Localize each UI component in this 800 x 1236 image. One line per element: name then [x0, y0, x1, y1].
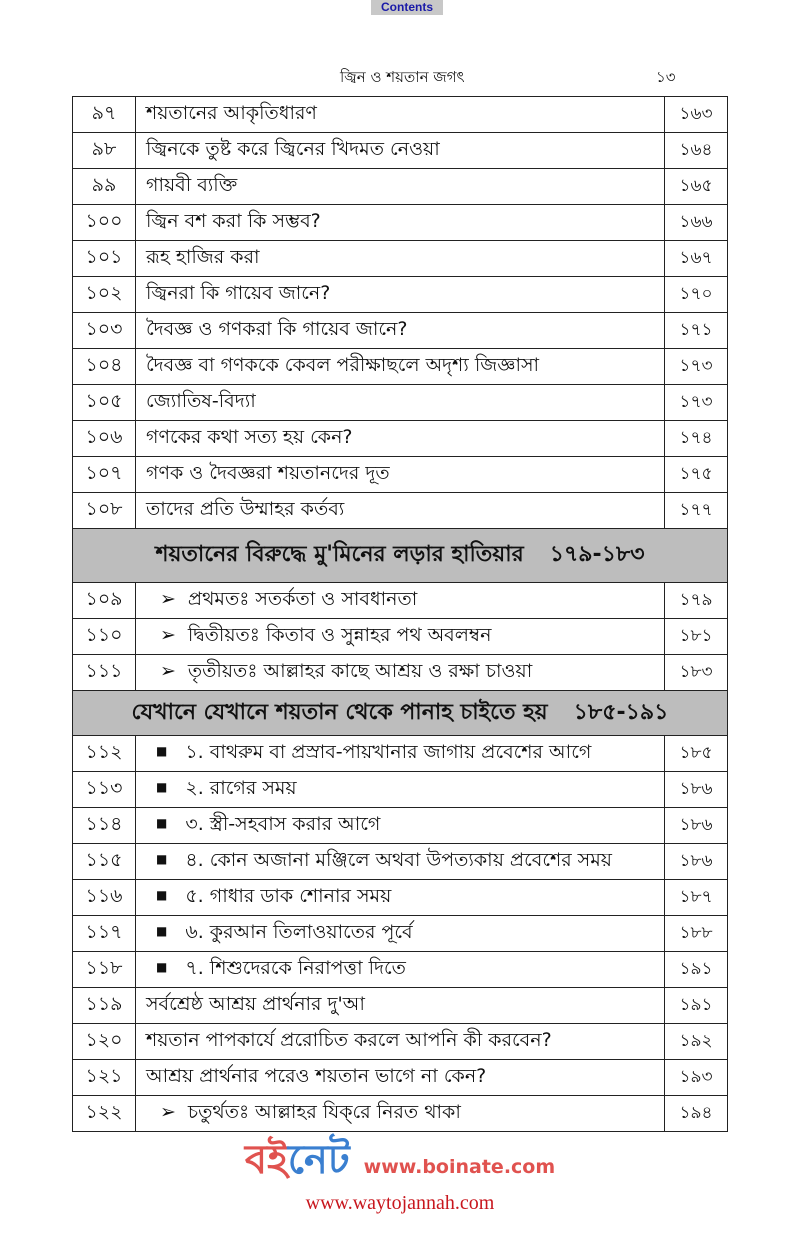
- entry-number: ৯৯: [73, 169, 136, 205]
- entry-page: ১৮৭: [665, 880, 728, 916]
- entry-page: ১৮১: [665, 619, 728, 655]
- watermark-logo-text: [245, 1136, 350, 1184]
- watermark-logo-part: বই: [244, 1137, 288, 1183]
- entry-title: শয়তানের আকৃতিধারণ: [146, 101, 317, 124]
- entry-number: ১১৭: [73, 916, 136, 952]
- entry-number: ১০৭: [73, 457, 136, 493]
- toc-row: [73, 133, 728, 169]
- entry-title-cell: [136, 655, 665, 691]
- entry-title-cell: [136, 493, 665, 529]
- entry-number: ১১৪: [73, 808, 136, 844]
- square-bullet-icon: ■: [156, 923, 168, 938]
- toc-row: [73, 493, 728, 529]
- entry-number: ১১৬: [73, 880, 136, 916]
- entry-title-cell: [136, 619, 665, 655]
- entry-page: ১৯১: [665, 988, 728, 1024]
- entry-title-cell: [136, 844, 665, 880]
- entry-title-cell: [136, 808, 665, 844]
- entry-number: ৯৮: [73, 133, 136, 169]
- toc-row: [73, 1060, 728, 1096]
- entry-page: ১৯১: [665, 952, 728, 988]
- entry-number: ১০৮: [73, 493, 136, 529]
- entry-title: জ্যোতিষ-বিদ্যা: [146, 389, 256, 412]
- entry-title: ২. রাগের সময়: [185, 776, 297, 799]
- entry-title: ৬. কুরআন তিলাওয়াতের পূর্বে: [185, 920, 413, 943]
- entry-title: গণকের কথা সত্য হয় কেন?: [146, 425, 353, 448]
- entry-title-cell: [136, 205, 665, 241]
- section-page-range: ১৮৫-১৯১: [573, 699, 669, 725]
- section-header-row: [73, 691, 728, 736]
- entry-number: ১০৬: [73, 421, 136, 457]
- entry-number: ১০৪: [73, 349, 136, 385]
- watermark-logo: [72, 1136, 728, 1186]
- entry-title: দৈবজ্ঞ ও গণকরা কি গায়েব জানে?: [146, 317, 408, 340]
- entry-title-cell: [136, 169, 665, 205]
- entry-number: ১১২: [73, 736, 136, 772]
- toc-row: [73, 655, 728, 691]
- toc-row: [73, 619, 728, 655]
- section-header: [73, 529, 728, 583]
- entry-title-cell: [136, 1060, 665, 1096]
- entry-page: ১৭৭: [665, 493, 728, 529]
- entry-number: ১১০: [73, 619, 136, 655]
- entry-title: সর্বশ্রেষ্ঠ আশ্রয় প্রার্থনার দু'আ: [146, 992, 365, 1015]
- entry-page: ১৭৯: [665, 583, 728, 619]
- entry-page: ১৭৪: [665, 421, 728, 457]
- entry-title: গায়বী ব্যক্তি: [146, 173, 238, 196]
- table-of-contents: [72, 96, 728, 1132]
- entry-number: ১১৯: [73, 988, 136, 1024]
- entry-page: ১৯২: [665, 1024, 728, 1060]
- entry-page: ১৬৭: [665, 241, 728, 277]
- square-bullet-icon: ■: [156, 887, 168, 902]
- entry-title-cell: [136, 97, 665, 133]
- entry-page: ১৮৬: [665, 844, 728, 880]
- toc-row: [73, 916, 728, 952]
- arrow-bullet-icon: ➢: [160, 587, 176, 610]
- entry-title: তাদের প্রতি উম্মাহর কর্তব্য: [146, 497, 345, 520]
- entry-page: ১৬৬: [665, 205, 728, 241]
- entry-title-cell: [136, 133, 665, 169]
- toc-row: [73, 385, 728, 421]
- entry-page: ১৭৩: [665, 349, 728, 385]
- entry-number: ১১৩: [73, 772, 136, 808]
- square-bullet-icon: ■: [156, 779, 168, 794]
- square-bullet-icon: ■: [156, 815, 168, 830]
- entry-title-cell: [136, 313, 665, 349]
- entry-title-cell: [136, 241, 665, 277]
- toc-row: [73, 313, 728, 349]
- toc-row: [73, 205, 728, 241]
- toc-row: [73, 988, 728, 1024]
- entry-title-cell: [136, 916, 665, 952]
- entry-title-cell: [136, 457, 665, 493]
- entry-title: আশ্রয় প্রার্থনার পরেও শয়তান ভাগে না কেন?: [146, 1064, 487, 1087]
- entry-title-cell: [136, 952, 665, 988]
- entry-title: গণক ও দৈবজ্ঞরা শয়তানদের দূত: [146, 461, 390, 484]
- footer-website: www.waytojannah.com: [305, 1192, 495, 1214]
- entry-title-cell: [136, 988, 665, 1024]
- entry-page: ১৬৩: [665, 97, 728, 133]
- entry-title-cell: [136, 385, 665, 421]
- toc-row: [73, 583, 728, 619]
- entry-number: ১০১: [73, 241, 136, 277]
- book-title: জ্বিন ও শয়তান জগৎ: [340, 68, 465, 86]
- entry-number: ১০৫: [73, 385, 136, 421]
- toc-row: [73, 952, 728, 988]
- toc-row: [73, 1096, 728, 1132]
- section-header: [73, 691, 728, 736]
- entry-page: ১৭১: [665, 313, 728, 349]
- entry-title-cell: [136, 277, 665, 313]
- toc-row: [73, 844, 728, 880]
- toc-row: [73, 1024, 728, 1060]
- section-header-row: [73, 529, 728, 583]
- entry-page: ১৬৪: [665, 133, 728, 169]
- toc-row: [73, 772, 728, 808]
- entry-page: ১৭৫: [665, 457, 728, 493]
- entry-title-cell: [136, 1096, 665, 1132]
- entry-title-cell: [136, 736, 665, 772]
- entry-number: ১০৩: [73, 313, 136, 349]
- toc-row: [73, 277, 728, 313]
- entry-page: ১৯৩: [665, 1060, 728, 1096]
- square-bullet-icon: ■: [156, 743, 168, 758]
- toc-row: [73, 880, 728, 916]
- running-header: [0, 66, 800, 88]
- entry-title-cell: [136, 349, 665, 385]
- square-bullet-icon: ■: [156, 959, 168, 974]
- watermark-logo-part: নেট: [287, 1137, 350, 1183]
- entry-page: ১৮৫: [665, 736, 728, 772]
- entry-title-cell: [136, 880, 665, 916]
- entry-title: ৭. শিশুদেরকে নিরাপত্তা দিতে: [185, 956, 406, 979]
- entry-title: ৪. কোন অজানা মঞ্জিলে অথবা উপত্যকায় প্রবেশের সময়: [185, 848, 612, 871]
- entry-title-cell: [136, 772, 665, 808]
- entry-page: ১৮৮: [665, 916, 728, 952]
- entry-title: জ্বিনকে তুষ্ট করে জ্বিনের খিদমত নেওয়া: [146, 137, 440, 160]
- arrow-bullet-icon: ➢: [160, 659, 176, 682]
- page-number: ১৩: [656, 68, 676, 86]
- entry-title-cell: [136, 583, 665, 619]
- entry-title: দৈবজ্ঞ বা গণককে কেবল পরীক্ষাছলে অদৃশ্য জিজ্ঞাসা: [146, 353, 540, 376]
- entry-page: ১৯৪: [665, 1096, 728, 1132]
- toc-row: [73, 241, 728, 277]
- entry-title: প্রথমতঃ সতর্কতা ও সাবধানতা: [187, 587, 418, 610]
- entry-page: ১৭০: [665, 277, 728, 313]
- square-bullet-icon: ■: [156, 851, 168, 866]
- entry-page: ১৭৩: [665, 385, 728, 421]
- section-title: যেখানে যেখানে শয়তান থেকে পানাহ চাইতে হয়: [131, 699, 548, 725]
- entry-page: ১৬৫: [665, 169, 728, 205]
- entry-number: ১২০: [73, 1024, 136, 1060]
- entry-page: ১৮৬: [665, 808, 728, 844]
- entry-title: দ্বিতীয়তঃ কিতাব ও সুন্নাহর পথ অবলম্বন: [187, 623, 492, 646]
- toc-row: [73, 349, 728, 385]
- entry-number: ১১৫: [73, 844, 136, 880]
- arrow-bullet-icon: ➢: [160, 1100, 176, 1123]
- toc-row: [73, 808, 728, 844]
- section-page-range: ১৭৯-১৮৩: [549, 542, 645, 567]
- contents-button[interactable]: Contents: [371, 0, 443, 15]
- entry-number: ১০৯: [73, 583, 136, 619]
- entry-number: ১২১: [73, 1060, 136, 1096]
- entry-title: রূহ হাজির করা: [146, 245, 260, 268]
- entry-title: ৩. স্ত্রী-সহবাস করার আগে: [185, 812, 381, 835]
- entry-number: ১১১: [73, 655, 136, 691]
- toc-row: [73, 736, 728, 772]
- entry-number: ১০২: [73, 277, 136, 313]
- arrow-bullet-icon: ➢: [160, 623, 176, 646]
- entry-page: ১৮৬: [665, 772, 728, 808]
- toc-row: [73, 421, 728, 457]
- section-title: শয়তানের বিরুদ্ধে মু'মিনের লড়ার হাতিয়ার: [155, 542, 524, 567]
- toc-row: [73, 169, 728, 205]
- entry-title: ৫. গাধার ডাক শোনার সময়: [185, 884, 392, 907]
- entry-title-cell: [136, 421, 665, 457]
- entry-title: শয়তান পাপকার্যে প্ররোচিত করলে আপনি কী করবেন?: [146, 1028, 552, 1051]
- toc-row: [73, 97, 728, 133]
- entry-title: তৃতীয়তঃ আল্লাহর কাছে আশ্রয় ও রক্ষা চাওয়া: [187, 659, 533, 682]
- toc-row: [73, 457, 728, 493]
- entry-title: ১. বাথরুম বা প্রস্রাব-পায়খানার জাগায় প্রবেশের আগে: [185, 740, 592, 763]
- entry-title: জ্বিনরা কি গায়েব জানে?: [146, 281, 331, 304]
- entry-title: চতুর্থতঃ আল্লাহর যিক্‌রে নিরত থাকা: [187, 1100, 461, 1123]
- entry-number: ১০০: [73, 205, 136, 241]
- entry-title-cell: [136, 1024, 665, 1060]
- page-body: [72, 96, 728, 1215]
- entry-number: ১১৮: [73, 952, 136, 988]
- watermark-url: www.boinate.com: [363, 1156, 556, 1178]
- entry-number: ১২২: [73, 1096, 136, 1132]
- entry-number: ৯৭: [73, 97, 136, 133]
- entry-title: জ্বিন বশ করা কি সম্ভব?: [146, 209, 321, 232]
- entry-page: ১৮৩: [665, 655, 728, 691]
